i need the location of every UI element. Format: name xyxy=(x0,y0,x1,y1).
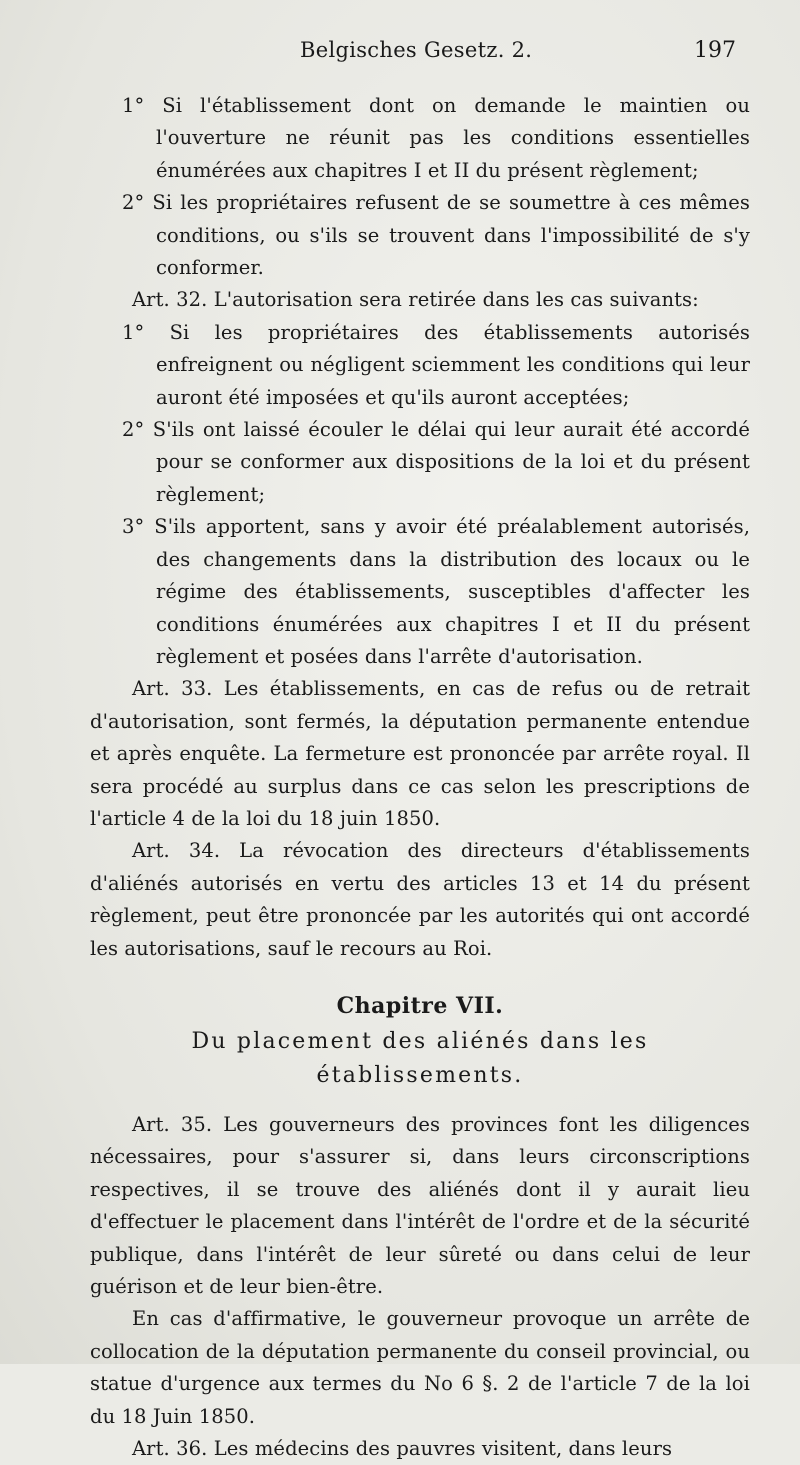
article-paragraph: Art. 36. Les médecins des pauvres visitent, dans leurs xyxy=(132,1437,673,1461)
page-number: 197 xyxy=(694,38,736,63)
chapter-title: Chapitre VII. xyxy=(336,992,504,1019)
article-paragraph: Art. 35. Les gouverneurs des provinces font les diligences nécessaires, pour s'assurer si, dans leurs circonscriptions respectives, il se trouve des aliénés dont il y aurait lieu d'effectuer le placement dans l'intérêt de l'ordre et de la sécurité publique, dans l'intérêt de leur sûreté ou dans celui de leur guérison et de leur bien-être. xyxy=(90,1112,750,1298)
article-paragraph: Art. 34. La révocation des directeurs d'établissements d'aliénés autorisés en vertu des articles 13 et 14 du présent règlement, peut être prononcée par les autorités qui ont accordé les autorisations, sauf le recours au Roi. xyxy=(90,839,750,960)
body-text xyxy=(90,90,750,1465)
list-item: 1° Si l'établissement dont on demande le maintien ou l'ouverture ne réunit pas les conditions essentielles énumérées aux chapitres I et II du présent règlement; xyxy=(122,94,750,182)
list-item: 2° Si les propriétaires refusent de se soumettre à ces mêmes conditions, ou s'ils se trouvent dans l'impossibilité de s'y conformer. xyxy=(122,191,750,280)
list-item: 2° S'ils ont laissé écouler le délai qui leur aurait été accordé pour se conformer aux dispositions de la loi et du présent règlement; xyxy=(122,418,750,506)
article-paragraph: Art. 33. Les établissements, en cas de refus ou de retrait d'autorisation, sont fermés, la députation permanente entendue et après enquête. La fermeture est prononcée par arrête royal. Il sera procédé au surplus dans ce cas selon les prescriptions de l'article 4 de la loi du 18 juin 1850. xyxy=(90,677,750,830)
paragraph: En cas d'affirmative, le gouverneur provoque un arrête de collocation de la députation permanente du conseil provincial, ou statue d'urgence aux termes du No 6 §. 2 de l'article 7 de la loi du 18 Juin 1850. xyxy=(90,1307,750,1428)
article-paragraph: Art. 32. L'autorisation sera retirée dans les cas suivants: xyxy=(132,288,699,312)
page-header xyxy=(0,38,800,78)
list-item: 1° Si les propriétaires des établissements autorisés enfreignent ou négligent sciemment les conditions qui leur auront été imposées et qu'ils auront acceptées; xyxy=(122,320,750,409)
list-item: 3° S'ils apportent, sans y avoir été préalablement autorisés, des changements dans la distribution des locaux ou le régime des établissements, susceptibles d'affecter les conditions énumérées aux chapitres I et II du présent règlement et posées dans l'arrête d'autorisation. xyxy=(122,515,750,668)
running-head: Belgisches Gesetz. 2. xyxy=(300,38,533,62)
chapter-subtitle: Du placement des aliénés dans les établissements. xyxy=(191,1028,649,1088)
